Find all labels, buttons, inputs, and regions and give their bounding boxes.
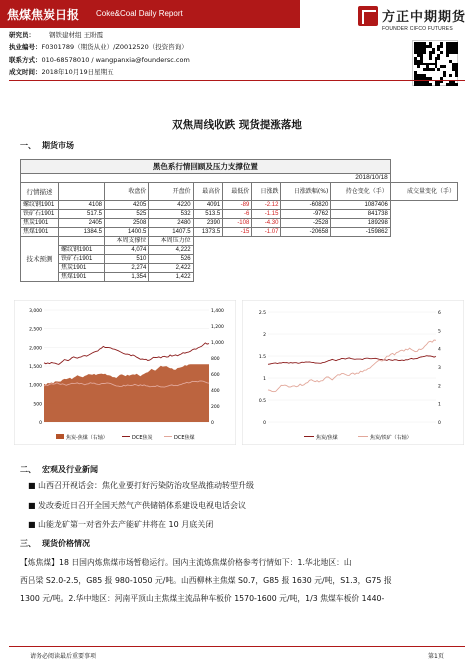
y-tick-label: 1,200	[211, 325, 224, 330]
page-number: 第1页	[428, 653, 444, 660]
column-header: 收盘价	[105, 183, 149, 201]
spot-price-paragraph	[20, 554, 458, 608]
table-row	[21, 201, 458, 210]
y-tick-label: 400	[211, 389, 220, 394]
empty-cell	[390, 264, 457, 273]
column-header: 持仓变化（手）	[331, 183, 391, 201]
table-cell: 510	[105, 255, 149, 264]
empty-cell	[390, 273, 457, 282]
y-tick-label: 1.5	[258, 355, 266, 360]
empty-cell	[252, 237, 281, 246]
table-cell: 525	[105, 210, 149, 219]
empty-cell	[193, 264, 223, 273]
y-tick-label: 5	[438, 329, 441, 335]
legend-coal: DCE焦煤	[174, 435, 195, 441]
table-cell: 2405	[59, 219, 105, 228]
table-cell: 841738	[331, 210, 391, 219]
table-cell: 1400.5	[105, 228, 149, 237]
table-cell: 189298	[331, 219, 391, 228]
license-line	[9, 42, 188, 51]
analyst-name: 钢铁建材组 王盼霞	[49, 31, 104, 39]
section-number: 二、	[20, 465, 36, 474]
y-tick-label: 1,500	[29, 365, 42, 370]
section-title: 现货价格情况	[42, 539, 90, 548]
empty-cell	[193, 246, 223, 255]
column-header	[59, 183, 105, 201]
contact-line	[9, 55, 190, 64]
table-cell: 本周压力位	[149, 237, 193, 246]
table-row	[21, 210, 458, 219]
logo-icon	[358, 6, 378, 26]
date-line	[9, 67, 114, 76]
y-tick-label: 3,000	[29, 309, 42, 314]
news-item	[28, 480, 254, 491]
section-title: 宏观及行业新闻	[42, 465, 98, 474]
table-cell: -2.12	[252, 201, 281, 210]
brand-name: 方正中期期货	[382, 10, 467, 25]
row-group-label: 行情描述	[21, 183, 59, 201]
row-group-label: 技术预测	[21, 237, 59, 282]
y-tick-label: 500	[33, 402, 42, 408]
section-title: 期货市场	[42, 141, 74, 150]
paragraph-line: 1300 元/吨。2.华中地区：河南平顶山主焦煤主流品种车板价 1570-1600 元/吨，1/3 焦煤车板价 1440-	[20, 594, 385, 603]
y-tick-label: 800	[211, 357, 220, 362]
table-cell	[59, 237, 105, 246]
y-tick-label: 2,000	[29, 346, 42, 352]
report-title: 焦煤焦炭日报	[7, 8, 80, 22]
y-tick-label: 0	[438, 421, 441, 426]
table-cell: -9762	[281, 210, 331, 219]
brand-name-en: FOUNDER CIFCO FUTURES	[382, 26, 453, 32]
y-tick-label: 0	[211, 421, 214, 426]
coke-ratio-chart	[242, 300, 464, 445]
analyst-label: 研究员：	[9, 31, 35, 39]
empty-cell	[281, 255, 331, 264]
table-cell: -89	[223, 201, 252, 210]
empty-cell	[390, 255, 457, 264]
table-cell: 1373.5	[193, 228, 223, 237]
empty-cell	[223, 246, 252, 255]
table-title: 黑色系行情回顾及压力支撑位置	[21, 160, 391, 174]
table-cell: 4,222	[149, 246, 193, 255]
table-cell: 2480	[149, 219, 193, 228]
y-tick-label: 3	[438, 366, 441, 371]
table-row	[21, 237, 458, 246]
y-tick-label: 200	[211, 405, 220, 410]
table-cell: 517.5	[59, 210, 105, 219]
empty-cell	[223, 264, 252, 273]
table-cell: 4,074	[105, 246, 149, 255]
y-tick-label: 1,400	[211, 309, 224, 314]
news-text: 山西召开视话会：焦化业要打好污染防治攻坚战推动转型升级	[38, 481, 254, 490]
table-cell: -60820	[281, 201, 331, 210]
empty-cell	[193, 255, 223, 264]
empty-cell	[331, 237, 391, 246]
market-review-table	[20, 159, 458, 282]
table-cell: -108	[223, 219, 252, 228]
brand-logo	[358, 4, 470, 40]
date-value: 2018年10月19日星期五	[41, 68, 114, 76]
table-cell: 4220	[149, 201, 193, 210]
y-tick-label: 1	[263, 377, 266, 382]
table-cell: -159862	[331, 228, 391, 237]
empty-cell	[252, 264, 281, 273]
coke-coal-price-chart	[14, 300, 236, 445]
y-tick-label: 600	[211, 373, 220, 378]
column-header: 开盘价	[149, 183, 193, 201]
table-cell: -1.15	[252, 210, 281, 219]
section-news-heading	[20, 464, 98, 475]
table-cell: -6	[223, 210, 252, 219]
empty-cell	[223, 273, 252, 282]
table-cell: 1087406	[331, 201, 391, 210]
empty-cell	[281, 246, 331, 255]
y-tick-label: 1,000	[29, 383, 42, 389]
y-tick-label: 1,000	[211, 341, 224, 346]
table-cell: 2390	[193, 219, 223, 228]
date-label: 成文时间：	[9, 68, 42, 76]
table-cell: 513.5	[193, 210, 223, 219]
paragraph-line: 西吕梁 S2.0-2.5，G85 报 980-1050 元/吨。山西柳林主焦煤 S0.7，G85 报 1630 元/吨，S1.3，G75 报	[20, 576, 392, 585]
table-cell: 焦炭1901	[59, 264, 105, 273]
table-cell: -2528	[281, 219, 331, 228]
y-tick-label: 6	[438, 311, 441, 316]
empty-cell	[390, 246, 457, 255]
bullet-icon: ■	[28, 501, 36, 510]
news-text: 山能龙矿第一对省外去产能矿井将在 10 月底关闭	[38, 520, 214, 529]
table-row	[21, 219, 458, 228]
analyst-line	[9, 30, 103, 39]
report-subtitle: Coke&Coal Daily Report	[96, 9, 183, 18]
empty-cell	[281, 237, 331, 246]
legend-ratio-coal: 焦炭/焦煤	[316, 435, 338, 441]
table-cell: 焦炭1901	[21, 219, 59, 228]
y-tick-label: 0.5	[258, 399, 266, 404]
column-header: 日涨跌	[252, 183, 281, 201]
license-value: F0301789（期货从业）/Z0012520（投资咨询）	[41, 43, 188, 51]
section-spot-heading	[20, 538, 90, 549]
table-cell: 4205	[105, 201, 149, 210]
empty-cell	[281, 273, 331, 282]
paragraph-line: 【炼焦煤】18 日国内炼焦煤市场暂稳运行。国内主流炼焦煤价格参考行情如下：1.华北地区：山	[20, 558, 352, 567]
y-tick-label: 2	[438, 384, 441, 390]
legend-coke: DCE焦炭	[132, 435, 153, 441]
table-cell: 焦煤1901	[59, 273, 105, 282]
table-row	[21, 273, 458, 282]
bullet-icon: ■	[28, 520, 36, 529]
table-cell: 1384.5	[59, 228, 105, 237]
column-header: 最低价	[223, 183, 252, 201]
empty-cell	[252, 255, 281, 264]
news-item	[28, 500, 246, 511]
column-header: 最高价	[193, 183, 223, 201]
contact-label: 联系方式：	[9, 56, 42, 64]
document-title: 双焦周线收跌 现货提涨落地	[172, 119, 302, 131]
section-number: 三、	[20, 539, 36, 548]
bullet-icon: ■	[28, 481, 36, 490]
table-cell: 本周支撑位	[105, 237, 149, 246]
section-futures-heading	[20, 140, 74, 151]
table-cell: 2,274	[105, 264, 149, 273]
table-cell: 铁矿石1901	[21, 210, 59, 219]
empty-cell	[331, 255, 391, 264]
y-tick-label: 2.5	[258, 311, 266, 316]
y-tick-label: 0	[39, 421, 42, 426]
contact-value: 010-68578010 / wangpanxia@foundersc.com	[41, 56, 190, 64]
y-tick-label: 2,500	[29, 327, 42, 333]
footer-divider	[9, 646, 465, 647]
empty-cell	[223, 255, 252, 264]
table-cell: 4091	[193, 201, 223, 210]
y-tick-label: 1	[438, 402, 441, 408]
table-cell: -1.07	[252, 228, 281, 237]
table-cell: 螺纹钢1901	[21, 201, 59, 210]
table-date: 2018/10/18	[21, 174, 391, 183]
y-tick-label: 2	[263, 333, 266, 338]
table-row	[21, 255, 458, 264]
y-tick-label: 4	[438, 347, 441, 353]
news-item	[28, 519, 214, 530]
table-cell: 铁矿石1901	[59, 255, 105, 264]
table-cell: -4.30	[252, 219, 281, 228]
legend-swatch-spread	[56, 434, 64, 439]
empty-cell	[252, 246, 281, 255]
table-cell: 焦煤1901	[21, 228, 59, 237]
table-row	[21, 264, 458, 273]
empty-cell	[390, 237, 457, 246]
legend-ratio-ore: 焦炭/铁矿（右轴）	[370, 435, 412, 441]
empty-cell	[193, 273, 223, 282]
y-tick-label: 0	[263, 421, 266, 426]
table-cell: 532	[149, 210, 193, 219]
empty-cell	[331, 273, 391, 282]
empty-cell	[331, 246, 391, 255]
table-cell: 2,422	[149, 264, 193, 273]
empty-cell	[331, 264, 391, 273]
column-header: 日涨跌幅(%)	[281, 183, 331, 201]
table-cell: 1,354	[105, 273, 149, 282]
table-cell: 1,422	[149, 273, 193, 282]
empty-cell	[223, 237, 252, 246]
table-cell: 1407.5	[149, 228, 193, 237]
table-cell: 螺纹钢1901	[59, 246, 105, 255]
table-row	[21, 246, 458, 255]
column-header: 成交量变化（手）	[390, 183, 457, 201]
footer-disclaimer: 请务必阅读最后重要事项	[30, 653, 97, 660]
table-cell: -20658	[281, 228, 331, 237]
table-cell: 2508	[105, 219, 149, 228]
empty-cell	[281, 264, 331, 273]
empty-cell	[252, 273, 281, 282]
header-divider	[9, 80, 465, 81]
table-cell: 526	[149, 255, 193, 264]
table-cell: -15	[223, 228, 252, 237]
empty-cell	[193, 237, 223, 246]
license-label: 执业编号：	[9, 43, 42, 51]
legend-spread: 焦炭-焦煤（右轴）	[66, 435, 108, 441]
news-text: 发改委近日召开全国天然气产供储销体系建设电视电话会议	[38, 501, 246, 510]
table-cell: 4108	[59, 201, 105, 210]
table-row	[21, 228, 458, 237]
section-number: 一、	[20, 141, 36, 150]
